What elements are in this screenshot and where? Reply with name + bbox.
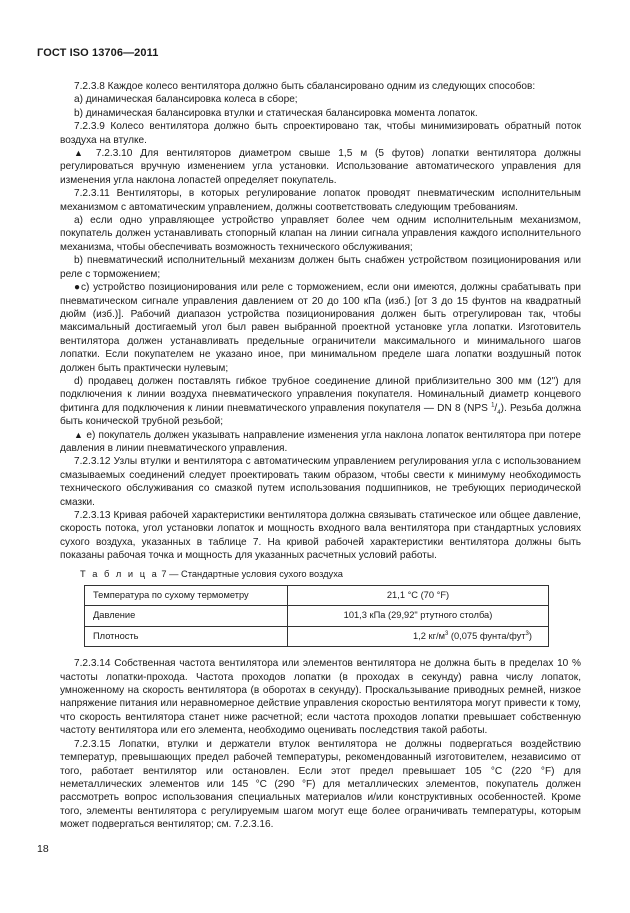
clause-7-2-3-14: 7.2.3.14 Собственная частота вентилятора или элементов вентилятора не должна быть в пределах 10 % частоты лопатки-прохода. Частота проходов лопатки (в проходах в секунду) равна числу лопаток, умноженному на скорость вентилятора (в оборотах в секунду). Проскальзывание приводных ремней, низкое напряжение питания или неравномерное действие управления скоростью вентилятора могут привести к тому, что скорость вентилятора станет ниже расчетной; если частота проходов лопатки превышает собственную частоту вентилятора или его элемента, необходимо оценивать последствия такой работы. xyxy=(60,658,581,737)
table-row xyxy=(85,606,549,626)
table-row xyxy=(85,586,549,606)
triangle-marker-icon: ▲ xyxy=(74,429,84,440)
fraction-numerator: 1 xyxy=(491,402,495,409)
triangle-marker-icon: ▲ xyxy=(74,148,88,159)
fraction-denominator: 4 xyxy=(497,409,501,416)
requirement-e-text: e) покупатель должен указывать направление изменения угла наклона лопаток вентилятора при потере давления в линии пневматического управления. xyxy=(60,429,581,454)
requirement-c xyxy=(60,281,581,375)
table-cell-label: Плотность xyxy=(85,626,288,646)
requirement-a: a) если одно управляющее устройство управляет более чем одним исполнительным механизмом, покупатель должен устанавливать стопорный клапан на линии сигнала управления каждого исполнительного механизма, чтобы обеспечивать возможность технического обслуживания; xyxy=(60,215,581,253)
table-cell-label: Давление xyxy=(85,606,288,626)
requirement-b: b) пневматический исполнительный механизм должен быть снабжен устройством позиционирования или реле с торможением; xyxy=(60,255,581,280)
table-caption-label: Т а б л и ц а xyxy=(80,568,159,579)
table-cell-value: 21,1 °C (70 °F) xyxy=(288,586,549,606)
standard-header: ГОСТ ISO 13706—2011 xyxy=(37,47,159,59)
bullet-marker-icon: ● xyxy=(74,282,81,294)
clause-7-2-3-15: 7.2.3.15 Лопатки, втулки и держатели втулок вентилятора не должны подвергаться воздействию температур, превышающих предел рабочей температуры, рекомендованный изготовителем, независимо от того, работает вентилятор или остановлен. Если этот предел превышает 105 °C (220 °F) для неметаллических элементов или 145 °C (290 °F) для металлических элементов, покупатель должен рассмотреть вопрос использования специальных материалов и/или конструктивных особенностей. Кроме того, элементы вентилятора с регулируемым шагом могут еще более ограничивать температуры, которым может подвергаться вентилятор; см. 7.2.3.16. xyxy=(60,738,581,831)
clause-7-2-3-8: 7.2.3.8 Каждое колесо вентилятора должно быть сбалансировано одним из следующих способов: xyxy=(74,81,536,92)
density-exponent-a: 3 xyxy=(444,630,449,637)
table-row xyxy=(85,626,549,646)
table-cell-value: 101,3 кПа (29,92" ртутного столба) xyxy=(288,606,549,626)
document-body xyxy=(60,80,581,832)
clause-7-2-3-9: 7.2.3.9 Колесо вентилятора должно быть спроектировано так, чтобы минимизировать обратный поток воздуха на втулке. xyxy=(60,121,581,146)
requirement-e xyxy=(60,429,581,456)
requirement-c-text: c) устройство позиционирования или реле с торможением, если они имеются, должны срабатывать при пневматическом сигнале управления давлением от 20 до 100 кПа (изб.) [от 3 до 15 фунтов на квадратный дюйм (изб.)]. Рабочий диапазон устройства позиционирования должен быть отрегулирован так, чтобы максимальный достигаемый угол был равен выбранной проектной установке угла лопатки. Изготовитель вентилятора должен устанавливать предельные ограничители максимального и минимального шагов лопатки. Если покупателем не указано иное, при минимальном пределе шага лопатки воздушный поток должен быть практически нулевым; xyxy=(60,282,581,374)
fraction-slash: / xyxy=(494,402,498,414)
dry-air-conditions-table xyxy=(84,585,549,647)
requirement-d-text: d) продавец должен поставлять гибкое трубное соединение длиной приблизительно 300 мм (12") для подключения к линии воздуха пневматического управления покупателя. Номинальный диаметр концевого фитинга для подключения к линии пневматического управления покупателя — DN 8 (NPS xyxy=(60,375,581,414)
clause-7-2-3-13: 7.2.3.13 Кривая рабочей характеристики вентилятора должна связывать статическое или общее давление, скорость потока, угол установки лопаток и мощность входного вала вентилятора при стандартных условиях сухого воздуха, указанных в таблице 7. На кривой рабочей характеристики вентилятора должны быть показаны рабочая точка и мощность для указанных расчетных условий работы. xyxy=(60,510,581,562)
page-number: 18 xyxy=(37,843,49,855)
table-cell-value xyxy=(288,626,549,646)
list-item-a: a) динамическая балансировка колеса в сборе; xyxy=(74,94,298,106)
density-value-b: (0,075 фунта/фут xyxy=(448,630,526,641)
density-value-a: 1,2 кг/м xyxy=(413,630,445,641)
clause-7-2-3-10-text: 7.2.3.10 Для вентиляторов диаметром свыше 1,5 м (5 футов) лопатки вентилятора должны регулироваться вручную изменением угла установки. Использование автоматического управления для изменения угла наклона лопастей определяет покупатель. xyxy=(60,148,581,186)
requirement-d xyxy=(60,375,581,429)
clause-7-2-3-10 xyxy=(60,147,581,187)
table-caption-text: 7 — Стандартные условия сухого воздуха xyxy=(161,568,343,579)
table-cell-label: Температура по сухому термометру xyxy=(85,586,288,606)
clause-7-2-3-12: 7.2.3.12 Узлы втулки и вентилятора с автоматическим управлением регулирования угла с использованием смазываемых соединений следует проектировать таким образом, чтобы свести к минимуму необходимость технического обслуживания со смазкой путем использования подшипников, не требующих периодической смазки. xyxy=(60,456,581,508)
list-item-b: b) динамическая балансировка втулки и статическая балансировка момента лопаток. xyxy=(74,107,478,119)
requirement-d-text-end: ). Резьба должна быть конической трубной резьбой; xyxy=(60,402,581,428)
density-value-c: ) xyxy=(528,630,532,641)
density-exponent-b: 3 xyxy=(525,630,529,637)
table-caption xyxy=(80,568,581,581)
clause-7-2-3-11: 7.2.3.11 Вентиляторы, в которых регулирование лопаток проводят пневматическим исполнительным механизмом с автоматическим управлением, должны соответствовать следующим требованиям. xyxy=(60,188,581,213)
